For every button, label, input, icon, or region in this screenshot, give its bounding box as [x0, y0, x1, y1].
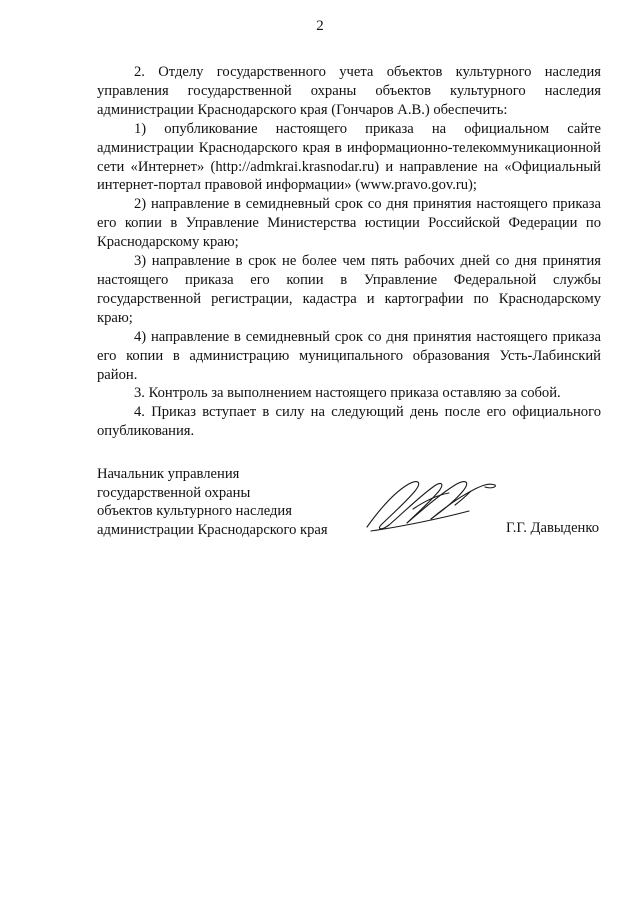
paragraph-subitem-2: 2) направление в семидневный срок со дня принятия настоящего приказа его копии в Управление Министерства юстиции Российской Федерации по Краснодарскому краю; [97, 196, 601, 251]
position-line: государственной охраны [97, 484, 251, 501]
handwritten-signature [359, 465, 504, 537]
position-line: администрации Краснодарского края [97, 521, 328, 538]
signature-block [97, 465, 601, 555]
paragraph-subitem-4: 4) направление в семидневный срок со дня принятия настоящего приказа его копии в администрацию муниципального образования Усть-Лабинский район. [97, 328, 601, 383]
paragraph-item-4: 4. Приказ вступает в силу на следующий день после его официального опубликования. [97, 404, 601, 440]
page-number: 2 [316, 18, 324, 34]
paragraph-subitem-1: 1) опубликование настоящего приказа на официальном сайте администрации Краснодарского края в информационно-телекоммуникационной сети «Интернет» (http://admkrai.krasnodar.ru) и направление на «Официальный интернет-портал правовой информации» (www.pravo.gov.ru); [97, 120, 601, 194]
paragraph-subitem-3: 3) направление в срок не более чем пять рабочих дней со дня принятия настоящего приказа его копии в Управление Федеральной службы государственной регистрации, кадастра и картографии по Краснодарскому краю; [97, 253, 601, 326]
signer-position [97, 465, 328, 539]
position-line: Начальник управления [97, 466, 240, 482]
document-body [97, 63, 601, 441]
signer-name: Г.Г. Давыденко [505, 520, 599, 536]
paragraph-item-2: 2. Отделу государственного учета объектов культурного наследия управления государственной охраны объектов культурного наследия администрации Краснодарского края (Гончаров А.В.) обеспечить: [97, 64, 601, 118]
paragraph-item-3: 3. Контроль за выполнением настоящего приказа оставляю за собой. [134, 385, 561, 402]
position-line: объектов культурного наследия [97, 503, 292, 520]
